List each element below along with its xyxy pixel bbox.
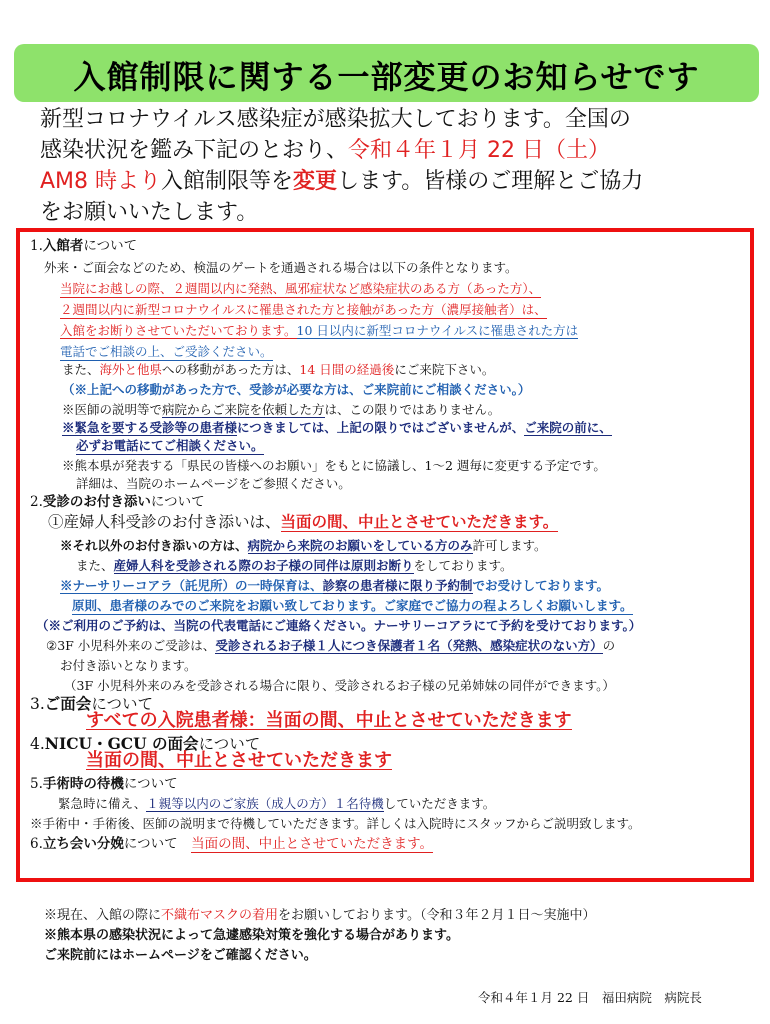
section-suffix: について xyxy=(123,776,178,792)
effective-date: 令和４年１月 22 日（土） xyxy=(348,138,610,163)
s2-nursery-text: でお受けしております。 xyxy=(472,578,610,593)
section-6-heading xyxy=(30,836,433,852)
announcement-banner xyxy=(14,44,759,102)
section-title: 受診のお付き添い xyxy=(42,494,151,510)
s5-standby-line xyxy=(58,796,495,812)
signature: 令和４年１月 22 日 福田病院 病院長 xyxy=(478,990,702,1005)
s2-nursery-line-2: 原則、患者様のみでのご来院をお願い致しております。ご家庭でご協力の程よろしくお願いします。 xyxy=(72,598,633,613)
section-suffix: について xyxy=(123,836,178,852)
s1-underlined-text: 病院からご来院を依頼した方 xyxy=(162,402,325,417)
s1-red-line: ２週間以内に新型コロナウイルスに罹患された方と接触があった方（濃厚接触者）は、 xyxy=(60,302,547,317)
s2-underlined-text: 産婦人科を受診される際のお子様の同伴は原則お断り xyxy=(113,558,414,573)
s2-underlined-text: 病院から来院のお願いをしている方のみ xyxy=(247,538,473,553)
s1-underlined-text: ご来院の前に、 xyxy=(524,420,612,435)
s1-text: 外来・ご面会などのため、検温のゲートを通過される場合は以下の条件となります。 xyxy=(44,260,518,275)
s1-mixed-line xyxy=(60,323,578,339)
s2-text-span: をしております。 xyxy=(413,558,513,573)
s2-reservation-note: （※ご利用のご予約は、当院の代表電話にご連絡ください。ナーサリーコアラにて予約を受けております。） xyxy=(36,618,642,633)
s1-red-line: 当院にお越しの際、２週間以内に発熱、風邪症状など感染症状のある方（あった方）、 xyxy=(60,281,542,296)
section-number: 3. xyxy=(30,695,45,713)
s2-text-span: 許可します。 xyxy=(472,538,547,553)
s2-text-span: また、 xyxy=(76,558,114,573)
footer-text: ※現在、入館の際に xyxy=(44,908,162,923)
section-number: 5. xyxy=(30,776,43,792)
s1-refusal-text: 入館をお断りさせていただいております。 xyxy=(60,323,297,338)
s2-text-span: ②3F 小児科外来のご受診は、 xyxy=(46,638,216,653)
section-2-heading xyxy=(30,494,205,510)
s5-text-span: していただきます。 xyxy=(383,796,496,811)
s2-underlined-text: 受診されるお子様１人につき保護者１名（発熱、感染症状のない方） xyxy=(215,638,603,653)
footer-kumamoto-line: ※熊本県の感染状況によって急遽感染対策を強化する場合があります。 xyxy=(44,928,459,943)
s4-body: 当面の間、中止とさせていただきます xyxy=(86,750,392,771)
s5-note: ※手術中・手術後、医師の説明まで待機していただきます。詳しくは入院時にスタッフからご説明致します。 xyxy=(30,816,641,831)
section-number: 1. xyxy=(30,238,43,254)
s2-obstetrics-line xyxy=(48,514,558,530)
section-title: ご面会 xyxy=(44,694,92,713)
section-title: NICU・GCU の面会 xyxy=(44,734,199,753)
intro-text-span: します。皆様のご理解とご協力 xyxy=(337,169,644,194)
intro-text xyxy=(40,104,760,228)
section-suffix: について xyxy=(91,695,154,713)
s1-text-span: は、この限りではありません。 xyxy=(324,402,501,417)
section-number: 6. xyxy=(30,836,43,852)
s1-kumamoto-line: ※熊本県が発表する「県民の皆様へのお願い」をもとに協議し、1～2 週毎に変更する予定です。 xyxy=(62,458,606,473)
s2-nursery-text: ※ナーサリーコアラ（託児所）の一時保育は、 xyxy=(60,578,323,593)
intro-line-3 xyxy=(40,166,760,197)
travel-text: また、 xyxy=(62,362,100,377)
s2-escort-line xyxy=(60,538,547,554)
intro-text-span: 感染状況を鑑み下記のとおり、 xyxy=(40,138,349,163)
section-title: 手術時の待機 xyxy=(42,776,124,792)
travel-text: への移動があった方は、 xyxy=(162,362,300,377)
s1-underlined-text: ※緊急を要する受診等の患者様 xyxy=(62,420,238,435)
intro-line-4: をお願いいたします。 xyxy=(40,200,259,225)
s2-pediatrics-line-2: お付き添いとなります。 xyxy=(60,658,197,673)
s2-sibling-note: （3F 小児科外来のみを受診される場合に限り、受診されるお子様の兄弟姉妹の同伴ができます。） xyxy=(64,678,615,693)
section-5-heading xyxy=(30,776,178,792)
s2-underlined-text: 診察の患者様に限り予約制 xyxy=(322,578,473,593)
s5-underlined-text: １親等以内のご家族（成人の方）１名待機 xyxy=(146,796,384,811)
s2-nursery-line xyxy=(60,578,609,594)
section-title: 入館者 xyxy=(42,238,84,254)
s5-text-span: 緊急時に備え、 xyxy=(58,796,147,811)
travel-text: にご来院下さい。 xyxy=(394,362,495,377)
s2-pediatrics-line xyxy=(46,638,615,654)
section-number: 4. xyxy=(30,735,45,753)
s1-text-span: につきましては、上記の限りではございませんが、 xyxy=(237,420,525,435)
travel-red-text: 海外と他県 xyxy=(99,362,163,377)
s1-homepage-line: 詳細は、当院のホームページをご参照ください。 xyxy=(76,476,351,491)
s2-text-span: ①産婦人科受診のお付き添いは、 xyxy=(48,513,281,531)
change-word: 変更 xyxy=(293,169,338,194)
s1-doctor-line xyxy=(62,402,500,418)
s1-blue-line: 電話でご相談の上、ご受診ください。 xyxy=(60,344,273,359)
intro-text-span: 入館制限等を xyxy=(161,169,294,194)
intro-line-1: 新型コロナウイルス感染症が感染拡大しております。全国の xyxy=(40,107,631,132)
s1-note: （※上記への移動があった方で、受診が必要な方は、ご来院前にご相談ください。） xyxy=(62,382,531,397)
banner-title: 入館制限に関する一部変更のお知らせです xyxy=(73,58,700,96)
section-suffix: について xyxy=(83,238,138,254)
mask-text: 不織布マスクの着用 xyxy=(161,908,279,923)
section-title: 立ち会い分娩 xyxy=(42,836,124,852)
footer-text: をお願いしております。（令和３年２月１日～実施中） xyxy=(278,908,596,923)
travel-red-text: 14 日間の経過後 xyxy=(299,362,395,377)
s2-text-span: ※それ以外のお付き添いの方は、 xyxy=(60,538,248,553)
s3-body: すべての入院患者様：当面の間、中止とさせていただきます xyxy=(86,710,572,731)
effective-time: AM8 時より xyxy=(40,169,162,194)
s1-travel-line xyxy=(62,362,494,378)
s2-text-span: の xyxy=(602,638,616,653)
s2-children-line xyxy=(76,558,513,574)
s1-emergency-line-2: 必ずお電話にてご相談ください。 xyxy=(76,438,264,453)
section-number: 2. xyxy=(30,494,43,510)
section-1-heading xyxy=(30,238,137,254)
footer-mask-line xyxy=(44,906,596,926)
section-suffix: について xyxy=(150,494,205,510)
footer-homepage-line: ご来院前にはホームページをご確認ください。 xyxy=(44,948,317,963)
s2-suspended-text: 当面の間、中止とさせていただきます。 xyxy=(280,512,559,531)
s1-blue-text: 10 日以内に新型コロナウイルスに罹患された方は xyxy=(296,323,579,338)
s1-text-span: ※医師の説明等で xyxy=(62,402,163,417)
s1-emergency-line xyxy=(62,420,612,436)
intro-line-2 xyxy=(40,135,760,166)
s6-body: 当面の間、中止とさせていただきます。 xyxy=(191,836,434,852)
section-suffix: について xyxy=(198,735,261,753)
